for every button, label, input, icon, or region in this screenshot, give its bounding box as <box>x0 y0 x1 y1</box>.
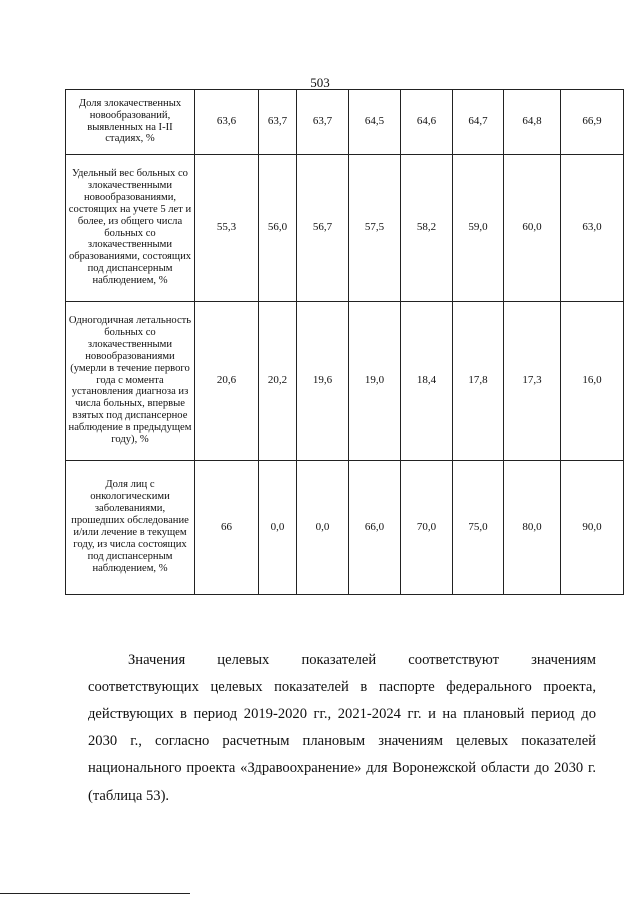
table-cell: 55,3 <box>195 155 259 302</box>
table-cell: 20,2 <box>259 302 297 461</box>
table-cell: 66,0 <box>349 461 401 595</box>
table-cell: 64,8 <box>504 90 561 155</box>
indicators-table <box>65 89 624 595</box>
table-cell: 17,8 <box>453 302 504 461</box>
table-cell: 16,0 <box>561 302 624 461</box>
table-row <box>66 90 624 155</box>
table-cell: 19,0 <box>349 302 401 461</box>
table-row <box>66 302 624 461</box>
table-cell: 56,7 <box>297 155 349 302</box>
table-cell: 17,3 <box>504 302 561 461</box>
table-cell: 58,2 <box>401 155 453 302</box>
table-cell: 63,6 <box>195 90 259 155</box>
table-cell: 63,0 <box>561 155 624 302</box>
table-cell: 57,5 <box>349 155 401 302</box>
table-cell: 64,5 <box>349 90 401 155</box>
table-cell: 63,7 <box>297 90 349 155</box>
table-cell: 70,0 <box>401 461 453 595</box>
page-number: 503 <box>310 75 330 90</box>
table-cell: 64,6 <box>401 90 453 155</box>
table-cell: 0,0 <box>297 461 349 595</box>
table-cell: 60,0 <box>504 155 561 302</box>
indicator-label: Доля лиц с онкологическими заболеваниями, прошедших обследование и/или лечение в текущем году, из числа состоящих под диспансерным наблюдением, % <box>66 461 195 595</box>
table-cell: 66,9 <box>561 90 624 155</box>
table-cell: 75,0 <box>453 461 504 595</box>
body-paragraph-text: Значения целевых показателей соответствуют значениям соответствующих целевых показателей в паспорте федерального проекта, действующих в период 2019-2020 гг., 2021-2024 гг. и на плановый период до 2030 г., согласно расчетным плановым значениям целевых показателей национального проекта «Здравоохранение» для Воронежской области до 2030 г. (таблица 53). <box>88 651 596 804</box>
table-cell: 0,0 <box>259 461 297 595</box>
table-cell: 18,4 <box>401 302 453 461</box>
indicator-label: Доля злокачественных новообразований, выявленных на I-II стадиях, % <box>66 90 195 155</box>
table-cell: 56,0 <box>259 155 297 302</box>
table-cell: 80,0 <box>504 461 561 595</box>
table-cell: 90,0 <box>561 461 624 595</box>
table-cell: 19,6 <box>297 302 349 461</box>
table-row <box>66 155 624 302</box>
body-paragraph <box>88 647 596 810</box>
table-row <box>66 461 624 595</box>
table-cell: 59,0 <box>453 155 504 302</box>
footnote-separator <box>0 893 190 894</box>
table-cell: 66 <box>195 461 259 595</box>
table-cell: 64,7 <box>453 90 504 155</box>
indicator-label: Одногодичная летальность больных со злокачественными новообразованиями (умерли в течение первого года с момента установления диагноза из числа больных, впервые взятых под диспансерное наблюдение в предыдущем году), % <box>66 302 195 461</box>
indicator-label: Удельный вес больных со злокачественными новообразованиями, состоящих на учете 5 лет и более, из общего числа больных со злокачественными образованиями, состоящих под диспансерным наблюдением, % <box>66 155 195 302</box>
table-cell: 63,7 <box>259 90 297 155</box>
table-cell: 20,6 <box>195 302 259 461</box>
